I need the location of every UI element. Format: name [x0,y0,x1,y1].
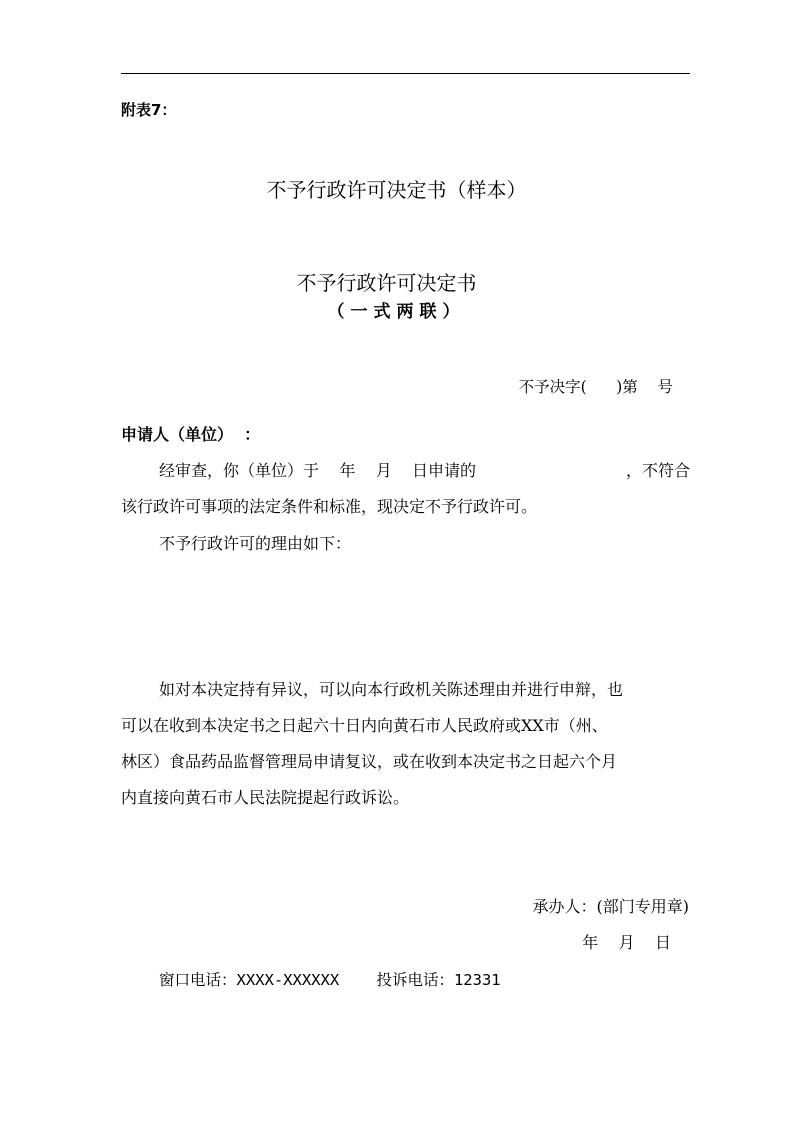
document-number: 不予决字( )第 号 [518,378,673,396]
contact-phones: 窗口电话：XXXX-XXXXXX 投诉电话：12331 [159,971,501,989]
paragraph-3-line-2: 可以在收到本决定书之日起六十日内向黄石市人民政府或XX市（州、 [121,716,608,735]
applicant-label: 申请人（单位） ： [121,425,261,444]
paragraph-3-line-4: 内直接向黄石市人民法院提起行政诉讼。 [121,788,410,807]
paragraph-1-line-1: 经审查，你（单位）于 年 月 日申请的 [159,461,477,480]
paragraph-2: 不予行政许可的理由如下： [159,534,352,553]
paragraph-1-line-2: 该行政许可事项的法定条件和标准，现决定不予行政许可。 [121,497,538,516]
document-title: 不予行政许可决定书 [296,271,477,295]
header-rule [121,73,690,74]
sample-title: 不予行政许可决定书（样本） [266,178,527,202]
document-subtitle: （一式两联） [327,302,466,322]
paragraph-1-line-1-tail: ，不符合 [625,461,690,480]
annex-label: 附表7： [121,101,177,119]
handler-seal-line: 承办人：(部门专用章) [532,897,689,916]
paragraph-3-line-3: 林区）食品药品监督管理局申请复议，或在收到本决定书之日起六个月 [121,752,618,771]
date-line: 年 月 日 [582,933,671,952]
paragraph-3-line-1: 如对本决定持有异议，可以向本行政机关陈述理由并进行申辩，也 [159,680,624,699]
